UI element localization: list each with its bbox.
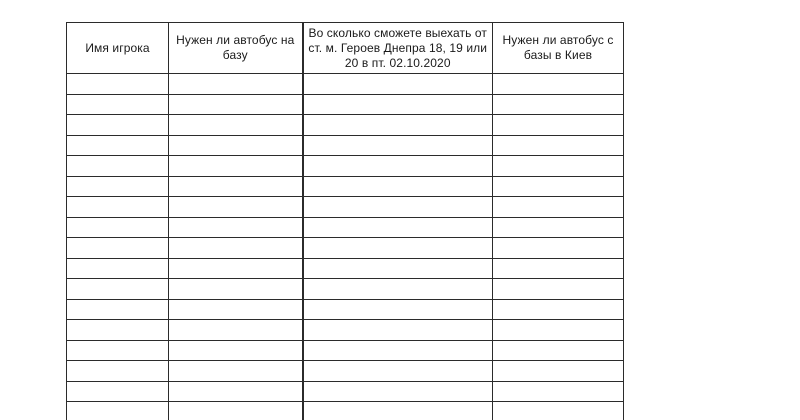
cell-bus-to-base	[169, 176, 303, 197]
cell-player-name	[67, 299, 169, 320]
table-row	[67, 340, 624, 361]
cell-bus-to-base	[169, 381, 303, 402]
cell-bus-to-base	[169, 361, 303, 382]
cell-player-name	[67, 320, 169, 341]
cell-bus-to-kyiv	[493, 381, 624, 402]
cell-departure-time	[303, 258, 493, 279]
cell-bus-to-kyiv	[493, 197, 624, 218]
cell-departure-time	[303, 115, 493, 136]
table-row	[67, 279, 624, 300]
table-row	[67, 197, 624, 218]
cell-bus-to-kyiv	[493, 320, 624, 341]
cell-bus-to-base	[169, 279, 303, 300]
cell-departure-time	[303, 361, 493, 382]
cell-bus-to-kyiv	[493, 279, 624, 300]
table-row	[67, 402, 624, 420]
cell-player-name	[67, 258, 169, 279]
cell-departure-time	[303, 402, 493, 420]
cell-departure-time	[303, 381, 493, 402]
table-row	[67, 74, 624, 95]
table-row	[67, 299, 624, 320]
header-departure-time	[303, 23, 493, 74]
cell-bus-to-kyiv	[493, 238, 624, 259]
header-bus-to-kyiv-text: Нужен ли автобус с базы в Киев	[502, 33, 614, 62]
cell-bus-to-kyiv	[493, 361, 624, 382]
cell-player-name	[67, 135, 169, 156]
cell-bus-to-base	[169, 115, 303, 136]
cell-bus-to-base	[169, 402, 303, 420]
table-row	[67, 238, 624, 259]
table-row	[67, 320, 624, 341]
cell-bus-to-base	[169, 299, 303, 320]
cell-player-name	[67, 238, 169, 259]
cell-bus-to-kyiv	[493, 74, 624, 95]
cell-departure-time	[303, 238, 493, 259]
header-bus-to-base-text: Нужен ли автобус на базу	[176, 33, 295, 62]
table-row	[67, 258, 624, 279]
cell-bus-to-kyiv	[493, 402, 624, 420]
cell-bus-to-base	[169, 156, 303, 177]
cell-departure-time	[303, 340, 493, 361]
cell-bus-to-kyiv	[493, 299, 624, 320]
cell-bus-to-base	[169, 217, 303, 238]
cell-player-name	[67, 217, 169, 238]
cell-player-name	[67, 197, 169, 218]
table-row	[67, 361, 624, 382]
cell-player-name	[67, 402, 169, 420]
table-header-row	[67, 23, 624, 74]
table-row	[67, 115, 624, 136]
header-player-name	[67, 23, 169, 74]
cell-bus-to-base	[169, 135, 303, 156]
table-row	[67, 94, 624, 115]
cell-departure-time	[303, 217, 493, 238]
table-row	[67, 176, 624, 197]
table-row	[67, 135, 624, 156]
cell-departure-time	[303, 135, 493, 156]
cell-bus-to-base	[169, 74, 303, 95]
cell-bus-to-kyiv	[493, 258, 624, 279]
cell-player-name	[67, 176, 169, 197]
cell-bus-to-kyiv	[493, 156, 624, 177]
cell-player-name	[67, 156, 169, 177]
cell-bus-to-kyiv	[493, 115, 624, 136]
cell-player-name	[67, 361, 169, 382]
cell-bus-to-kyiv	[493, 135, 624, 156]
table-body	[67, 74, 624, 420]
cell-bus-to-base	[169, 197, 303, 218]
player-bus-table	[66, 22, 624, 420]
cell-bus-to-base	[169, 238, 303, 259]
table-row	[67, 217, 624, 238]
cell-departure-time	[303, 279, 493, 300]
cell-departure-time	[303, 299, 493, 320]
cell-player-name	[67, 94, 169, 115]
cell-bus-to-kyiv	[493, 340, 624, 361]
header-bus-to-base	[169, 23, 303, 74]
cell-player-name	[67, 340, 169, 361]
cell-bus-to-base	[169, 94, 303, 115]
cell-departure-time	[303, 156, 493, 177]
cell-player-name	[67, 279, 169, 300]
cell-bus-to-kyiv	[493, 176, 624, 197]
cell-departure-time	[303, 94, 493, 115]
table-row	[67, 381, 624, 402]
cell-player-name	[67, 381, 169, 402]
header-bus-to-kyiv	[493, 23, 624, 74]
cell-bus-to-kyiv	[493, 217, 624, 238]
cell-departure-time	[303, 176, 493, 197]
cell-departure-time	[303, 197, 493, 218]
cell-departure-time	[303, 320, 493, 341]
cell-bus-to-base	[169, 320, 303, 341]
header-departure-time-text: Во сколько сможете выехать от ст. м. Героев Днепра 18, 19 или 20 в пт. 02.10.2020	[308, 25, 488, 70]
cell-player-name	[67, 74, 169, 95]
cell-bus-to-kyiv	[493, 94, 624, 115]
cell-player-name	[67, 115, 169, 136]
table-row	[67, 156, 624, 177]
header-player-name-text: Имя игрока	[85, 40, 150, 55]
cell-bus-to-base	[169, 258, 303, 279]
cell-bus-to-base	[169, 340, 303, 361]
cell-departure-time	[303, 74, 493, 95]
